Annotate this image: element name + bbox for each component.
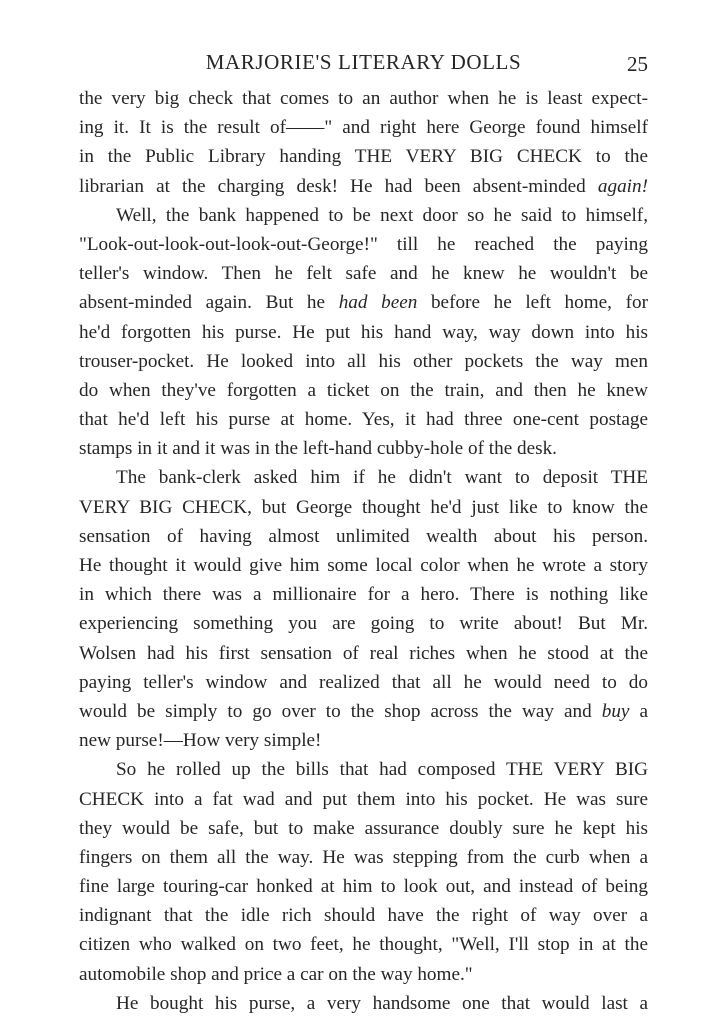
text-line: fingers on them all the way. He was stepping from the curb when a [79,846,648,868]
text-line [79,697,648,726]
text-line: CHECK into a fat wad and put them into his pocket. He was sure [79,788,648,810]
text-line: ing it. It is the result of——" and right here George found himself [79,117,648,139]
book-page [79,48,648,1018]
text-line: that he'd left his purse at home. Yes, it had three one-cent postage [79,409,648,431]
text-line: VERY BIG CHECK, but George thought he'd just like to know the [79,496,648,518]
text-line: they would be safe, but to make assurance doubly sure he kept his [79,817,648,839]
text-line: the very big check that comes to an author when he is least expect- [79,88,648,109]
text-line: Well, the bank happened to be next door so he said to himself, [116,204,648,226]
text-line: stamps in it and it was in the left-hand cubby-hole of the desk. [79,438,557,460]
text-run: librarian at the charging desk! He had been absent-minded [79,175,598,197]
text-line: he'd forgotten his purse. He put his hand way, way down into his [79,321,648,343]
text-line: experiencing something you are going to write about! But Mr. [79,613,648,635]
text-run: absent-minded again. But he [79,292,339,314]
text-line: Wolsen had his first sensation of real riches when he stood at the [79,642,648,664]
running-title: MARJORIE'S LITERARY DOLLS [205,50,522,74]
text-line: So he rolled up the bills that had composed THE VERY BIG [116,759,648,781]
text-run: a [629,700,648,722]
text-line: He thought it would give him some local color when he wrote a story [79,555,648,576]
text-line: automobile shop and price a car on the way home." [79,963,473,985]
text-line: sensation of having almost unlimited wealth about his person. [79,525,648,547]
text-line: in which there was a millionaire for a hero. There is nothing like [79,584,648,606]
text-line: trouser-pocket. He looked into all his other pockets the way men [79,350,648,372]
text-line: citizen who walked on two feet, he thought, "Well, I'll stop in at the [79,934,648,956]
text-run: would be simply to go over to the shop across the way and [79,700,602,722]
text-line: fine large touring-car honked at him to look out, and instead of being [79,876,648,898]
text-line: do when they've forgotten a ticket on the train, and then he knew [79,379,648,401]
text-line: new purse!—How very simple! [79,730,322,752]
italic-text: had been [338,292,418,314]
text-line: The bank-clerk asked him if he didn't want to deposit THE [116,467,648,489]
text-line: indignant that the idle rich should have the right of way over a [79,905,648,927]
text-line: teller's window. Then he felt safe and he knew he wouldn't be [79,263,648,285]
text-line: paying teller's window and realized that all he would need to do [79,671,648,693]
text-line: He bought his purse, a very handsome one that would last a [116,992,648,1014]
italic-text: buy [601,700,630,722]
text-line: "Look-out-look-out-look-out-George!" till he reached the paying [79,233,648,255]
text-line [79,288,648,317]
running-header [79,48,648,82]
italic-text: again! [597,175,648,197]
body-text [79,84,648,1018]
text-line: in the Public Library handing THE VERY BIG CHECK to the [79,146,648,168]
text-line [79,172,648,201]
text-run: before he left home, for [417,292,648,314]
page-number: 25 [627,52,648,76]
